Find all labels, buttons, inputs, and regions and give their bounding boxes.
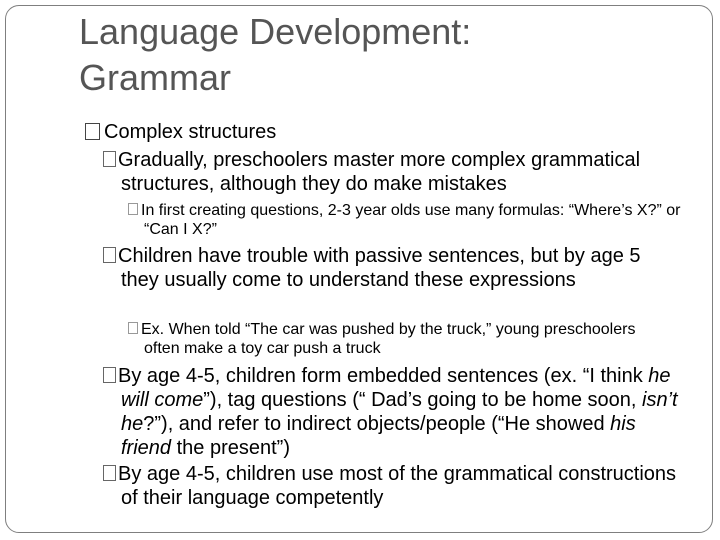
bullet-gradually bbox=[103, 148, 696, 196]
bullet-questions bbox=[128, 201, 689, 239]
bullet-box-icon bbox=[85, 123, 100, 140]
bullet-box-icon bbox=[103, 247, 116, 263]
bullet-text-part: the present”) bbox=[171, 437, 290, 459]
slide-title bbox=[79, 9, 471, 101]
bullet-box-icon bbox=[128, 203, 138, 215]
bullet-text: Gradually, preschoolers master more complex grammatical structures, although they do make mistakes bbox=[118, 149, 641, 195]
bullet-example bbox=[128, 320, 664, 358]
bullet-text: Children have trouble with passive sentences, but by age 5 they usually come to understand these expressions bbox=[118, 245, 641, 291]
bullet-box-icon bbox=[128, 322, 138, 334]
bullet-embedded bbox=[103, 364, 681, 460]
bullet-box-icon bbox=[103, 465, 116, 481]
bullet-box-icon bbox=[103, 367, 116, 383]
title-line-2: Grammar bbox=[79, 57, 231, 98]
bullet-text-italic: his friend bbox=[121, 413, 636, 459]
bullet-text: Complex structures bbox=[104, 121, 277, 143]
bullet-text: By age 4-5, children use most of the grammatical constructions of their language competently bbox=[118, 463, 677, 509]
bullet-text: In first creating questions, 2-3 year olds use many formulas: “Where’s X?” or “Can I X?” bbox=[141, 202, 681, 238]
bullet-text-italic: he will come bbox=[121, 365, 671, 411]
title-line-1: Language Development: bbox=[79, 11, 472, 52]
bullet-text-part: ?”), and refer to indirect objects/people (“He showed bbox=[143, 413, 611, 435]
bullet-complex-structures bbox=[85, 120, 276, 144]
bullet-text-part: By age 4-5, children form embedded sentences (ex. “I think bbox=[118, 365, 649, 387]
bullet-box-icon bbox=[103, 151, 116, 167]
bullet-text-part: ”), tag questions (“ Dad’s going to be home soon, bbox=[203, 389, 643, 411]
bullet-passive bbox=[103, 244, 676, 292]
bullet-text: Ex. When told “The car was pushed by the truck,” young preschoolers often make a toy car push a truck bbox=[141, 321, 636, 357]
bullet-grammatical bbox=[103, 462, 681, 510]
bullet-text-italic: isn’t he bbox=[121, 389, 678, 435]
